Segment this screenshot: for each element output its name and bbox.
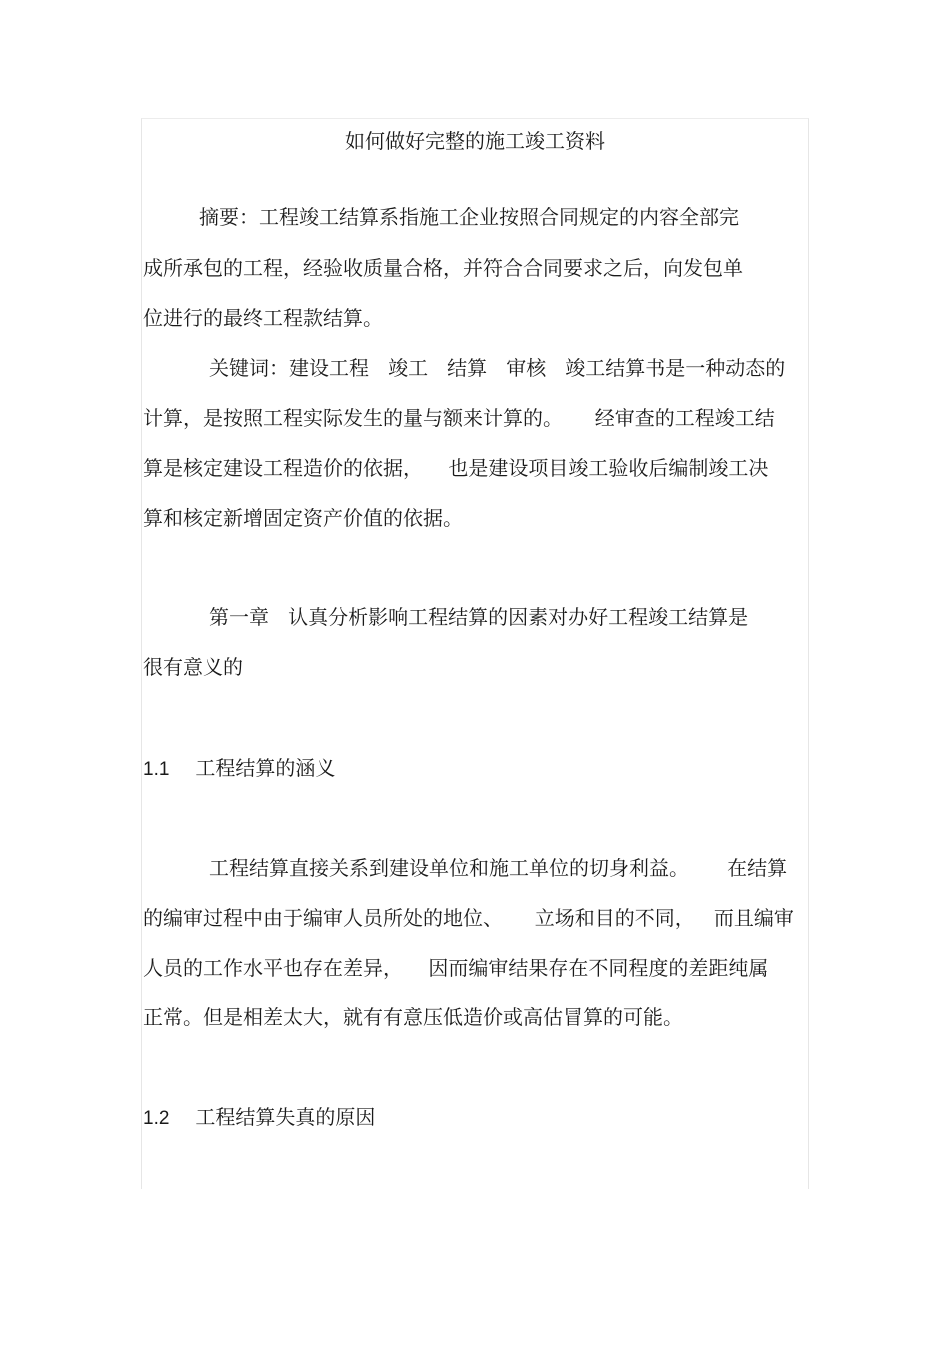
section-title: 工程结算失真的原因 <box>195 1105 376 1129</box>
body-line-4: 正常。但是相差太大，就有有意压低造价或高估冒算的可能。 <box>143 1005 683 1029</box>
body-line-2: 的编审过程中由于编审人员所处的地位、 立场和目的不同， 而且编审 <box>143 906 794 930</box>
abstract-line-1: 摘要：工程竣工结算系指施工企业按照合同规定的内容全部完 <box>199 205 739 229</box>
section-number: 1.1 <box>143 759 170 780</box>
keywords-line-4: 算和核定新增固定资产价值的依据。 <box>143 506 463 530</box>
chapter-heading-line-2: 很有意义的 <box>143 655 243 679</box>
keywords-line-2: 计算，是按照工程实际发生的量与额来计算的。 经审查的工程竣工结 <box>143 406 775 430</box>
section-number: 1.2 <box>143 1108 170 1129</box>
abstract-line-3: 位进行的最终工程款结算。 <box>143 306 383 330</box>
section-heading-1-2 <box>143 1105 375 1131</box>
section-heading-1-1 <box>143 756 335 782</box>
keywords-line-3: 算是核定建设工程造价的依据， 也是建设项目竣工验收后编制竣工决 <box>143 456 769 480</box>
abstract-line-2: 成所承包的工程，经验收质量合格，并符合合同要求之后，向发包单 <box>143 256 743 280</box>
document-title: 如何做好完整的施工竣工资料 <box>345 129 605 153</box>
body-line-1: 工程结算直接关系到建设单位和施工单位的切身利益。 在结算 <box>209 856 788 880</box>
chapter-heading-line-1: 第一章 认真分析影响工程结算的因素对办好工程竣工结算是 <box>209 605 749 629</box>
keywords-line-1: 关键词：建设工程 竣工 结算 审核 竣工结算书是一种动态的 <box>209 356 786 380</box>
section-title: 工程结算的涵义 <box>195 756 336 780</box>
body-line-3: 人员的工作水平也存在差异， 因而编审结果存在不同程度的差距纯属 <box>143 956 769 980</box>
